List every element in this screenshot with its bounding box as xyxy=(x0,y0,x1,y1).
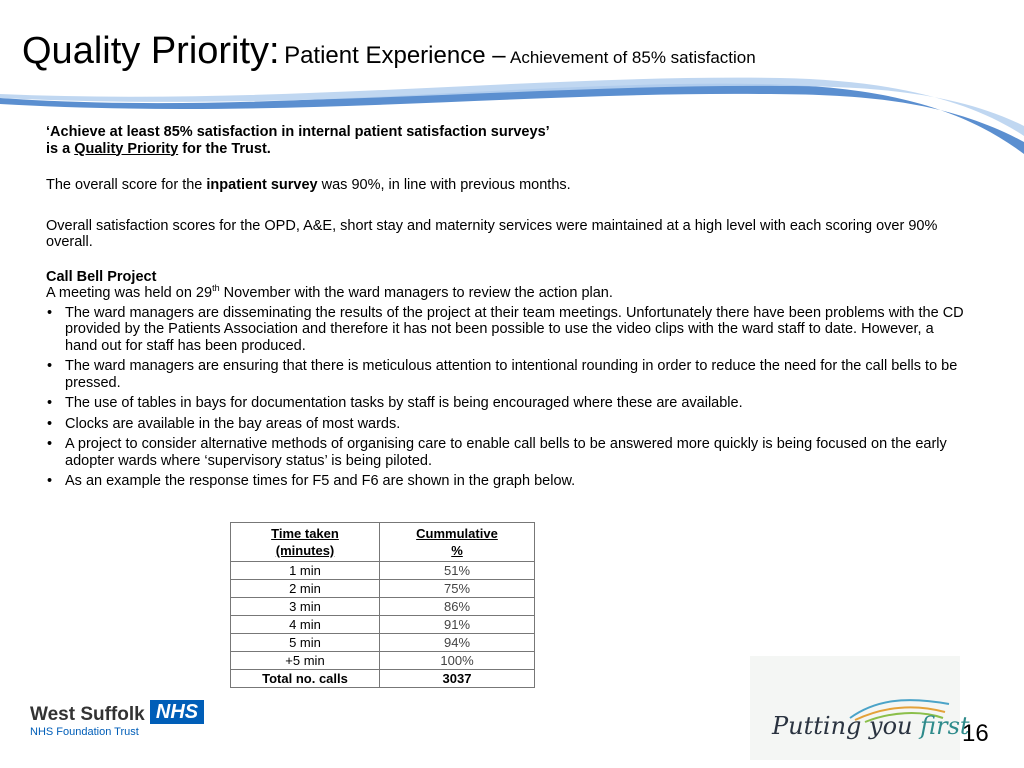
list-item: • The ward managers are disseminating the results of the project at their team meetings. Unfortunately there have been problems with the CD provided by the Patients Association and therefore it has not been possible to use the video clips with the ward staff to date. However, a hand out for staff has been produced. xyxy=(46,305,966,355)
nhs-logo: NHS xyxy=(150,700,204,724)
title-main: Quality Priority: xyxy=(22,30,280,72)
time-cell: 2 min xyxy=(231,580,380,598)
header-cumulative-line2: % xyxy=(451,543,463,558)
slogan-part-1: Putting you xyxy=(772,712,913,740)
table-row xyxy=(231,580,535,598)
header-time-line1: Time taken xyxy=(271,526,339,541)
call-bell-heading: Call Bell Project xyxy=(46,268,157,285)
pct-cell: 94% xyxy=(380,634,535,652)
title-subsub: Achievement of 85% satisfaction xyxy=(510,48,756,67)
table-row xyxy=(231,616,535,634)
call-bell-bullets xyxy=(46,305,966,490)
slide-title xyxy=(22,30,756,73)
total-value-cell: 3037 xyxy=(380,670,535,688)
time-cell: 1 min xyxy=(231,562,380,580)
overall-score-pre: The overall score for the xyxy=(46,177,203,193)
intro-line-2-post: for the Trust. xyxy=(182,140,271,157)
time-cell: +5 min xyxy=(231,652,380,670)
logo-trust: NHS Foundation Trust xyxy=(30,726,139,738)
inpatient-survey-label: inpatient survey xyxy=(206,177,318,193)
intro-line-2 xyxy=(46,141,966,158)
overall-score-text xyxy=(46,177,966,194)
total-label-cell: Total no. calls xyxy=(231,670,380,688)
table-row xyxy=(231,562,535,580)
list-item: • A project to consider alternative methods of organising care to enable call bells to be answered more quickly is being focused on the early adopter wards where ‘supervisory status’ is being piloted. xyxy=(46,436,966,469)
pct-cell: 86% xyxy=(380,598,535,616)
list-item: • The use of tables in bays for documentation tasks by staff is being encouraged where these are available. xyxy=(46,395,966,412)
time-cell: 5 min xyxy=(231,634,380,652)
response-times-table xyxy=(230,522,535,688)
intro-line-2-pre: is a xyxy=(46,140,71,157)
header-time-line2: (minutes) xyxy=(275,543,335,558)
putting-you-first-logo xyxy=(750,656,970,760)
table-row xyxy=(231,634,535,652)
pct-cell: 91% xyxy=(380,616,535,634)
scores-paragraph: Overall satisfaction scores for the OPD, A&E, short stay and maternity services were maintained at a high level with each scoring over 90% overall. xyxy=(46,217,938,250)
overall-score-post: was 90%, in line with previous months. xyxy=(321,177,571,193)
table-row xyxy=(231,652,535,670)
meeting-pre: A meeting was held on 29 xyxy=(46,285,213,301)
list-item: • The ward managers are ensuring that there is meticulous attention to intentional rounding in order to reduce the need for the call bells to be pressed. xyxy=(46,358,966,391)
page-number: 16 xyxy=(962,720,989,747)
table-total-row xyxy=(231,670,535,688)
title-sub: Patient Experience – xyxy=(284,42,506,69)
table-header-row xyxy=(231,523,535,562)
header-cumulative-line1: Cummulative xyxy=(416,526,498,541)
slogan xyxy=(772,712,970,740)
header-time-taken xyxy=(231,523,380,562)
header-cumulative xyxy=(380,523,535,562)
slide-content xyxy=(46,124,966,494)
list-item: • Clocks are available in the bay areas of most wards. xyxy=(46,416,966,433)
pct-cell: 100% xyxy=(380,652,535,670)
meeting-post: November with the ward managers to review the action plan. xyxy=(223,285,613,301)
meeting-sup: th xyxy=(212,283,220,294)
time-cell: 4 min xyxy=(231,616,380,634)
quality-priority-link: Quality Priority xyxy=(74,140,179,157)
pct-cell: 51% xyxy=(380,562,535,580)
list-item: • As an example the response times for F5 and F6 are shown in the graph below. xyxy=(46,473,966,490)
table-row xyxy=(231,598,535,616)
slogan-part-2: first xyxy=(920,712,970,740)
logo-name: West Suffolk xyxy=(30,704,145,725)
pct-cell: 75% xyxy=(380,580,535,598)
intro-line-1: ‘Achieve at least 85% satisfaction in internal patient satisfaction surveys’ xyxy=(46,124,550,140)
time-cell: 3 min xyxy=(231,598,380,616)
meeting-text xyxy=(46,285,966,302)
